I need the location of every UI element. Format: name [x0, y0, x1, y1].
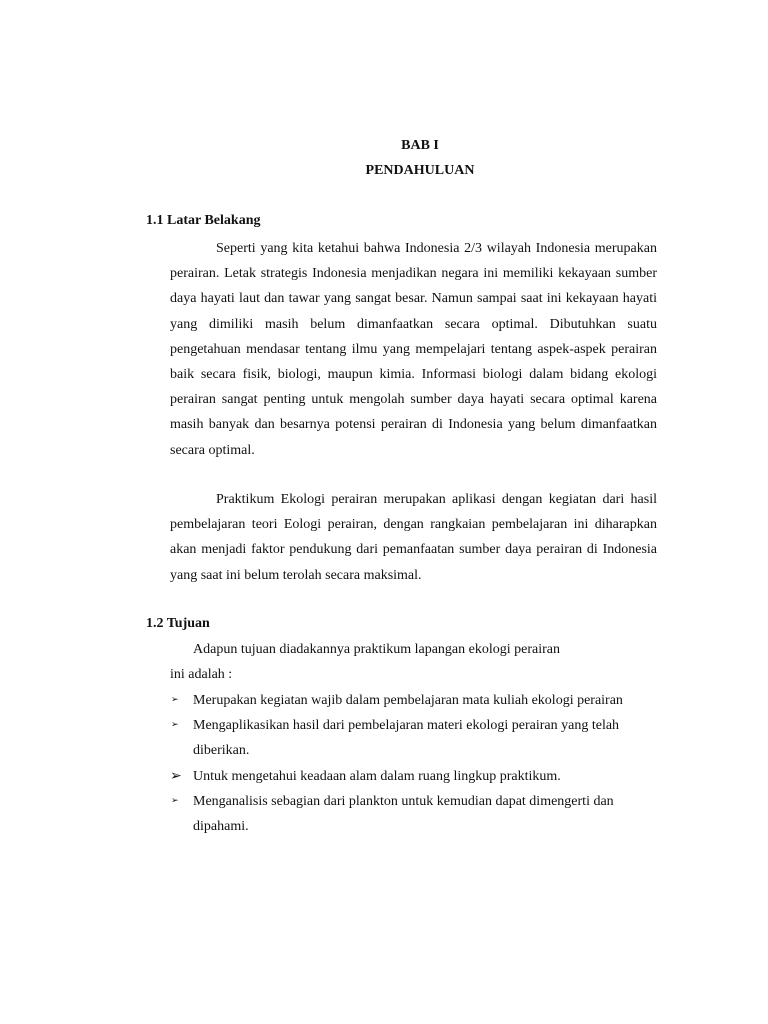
chapter-number: BAB I: [401, 138, 439, 153]
list-item: [170, 764, 660, 789]
list-item-text: Menganalisis sebagian dari plankton untuk kemudian dapat dimengerti dan dipahami.: [193, 793, 614, 835]
list-item: [170, 688, 660, 713]
chapter-title: PENDAHULUAN: [365, 163, 475, 178]
paragraph-latar-belakang-1: [170, 236, 657, 463]
list-item-text: Untuk mengetahui keadaan alam dalam ruang lingkup praktikum.: [193, 768, 561, 784]
section-heading-tujuan: 1.2 Tujuan: [146, 616, 210, 631]
arrow-bullet-icon: ➢: [171, 694, 179, 704]
list-item: [170, 713, 660, 763]
tujuan-intro-line-1: Adapun tujuan diadakannya praktikum lapangan ekologi perairan: [193, 642, 560, 657]
paragraph-text: Seperti yang kita ketahui bahwa Indonesia 2/3 wilayah Indonesia merupakan perairan. Letak strategis Indonesia menjadikan negara ini memiliki kekayaan sumber daya hayati laut dan tawar yang sangat besar. Namun sampai saat ini kekayaan hayati yang dimiliki masih belum dimanfaatkan secara optimal. Dibutuhkan suatu pengetahuan mendasar tentang ilmu yang mempelajari tentang aspek-aspek perairan baik secara fisik, biologi, maupun kimia. Informasi biologi dalam bidang ekologi perairan sangat penting untuk mengolah sumber daya hayati secara optimal karena masih banyak dan besarnya potensi perairan di Indonesia yang belum dimanfaatkan secara optimal.: [170, 241, 657, 458]
list-item-text: Merupakan kegiatan wajib dalam pembelajaran mata kuliah ekologi perairan: [193, 693, 623, 708]
tujuan-bullet-list: [170, 688, 660, 839]
arrow-bullet-icon: ➢: [171, 794, 179, 805]
paragraph-latar-belakang-2: [170, 487, 657, 588]
arrow-bullet-icon: ➢: [170, 768, 182, 784]
paragraph-text: Praktikum Ekologi perairan merupakan aplikasi dengan kegiatan dari hasil pembelajaran teori Eologi perairan, dengan rangkaian pembelajaran ini diharapkan akan menjadi faktor pendukung dari pemanfaatan sumber daya perairan di Indonesia yang saat ini belum terolah secara maksimal.: [170, 492, 657, 583]
list-item: [170, 789, 660, 839]
arrow-bullet-icon: ➢: [171, 719, 179, 730]
section-heading-latar-belakang: 1.1 Latar Belakang: [146, 213, 261, 228]
list-item-text: Mengaplikasikan hasil dari pembelajaran materi ekologi perairan yang telah diberikan.: [193, 718, 620, 759]
tujuan-intro-line-2: ini adalah :: [170, 667, 233, 682]
